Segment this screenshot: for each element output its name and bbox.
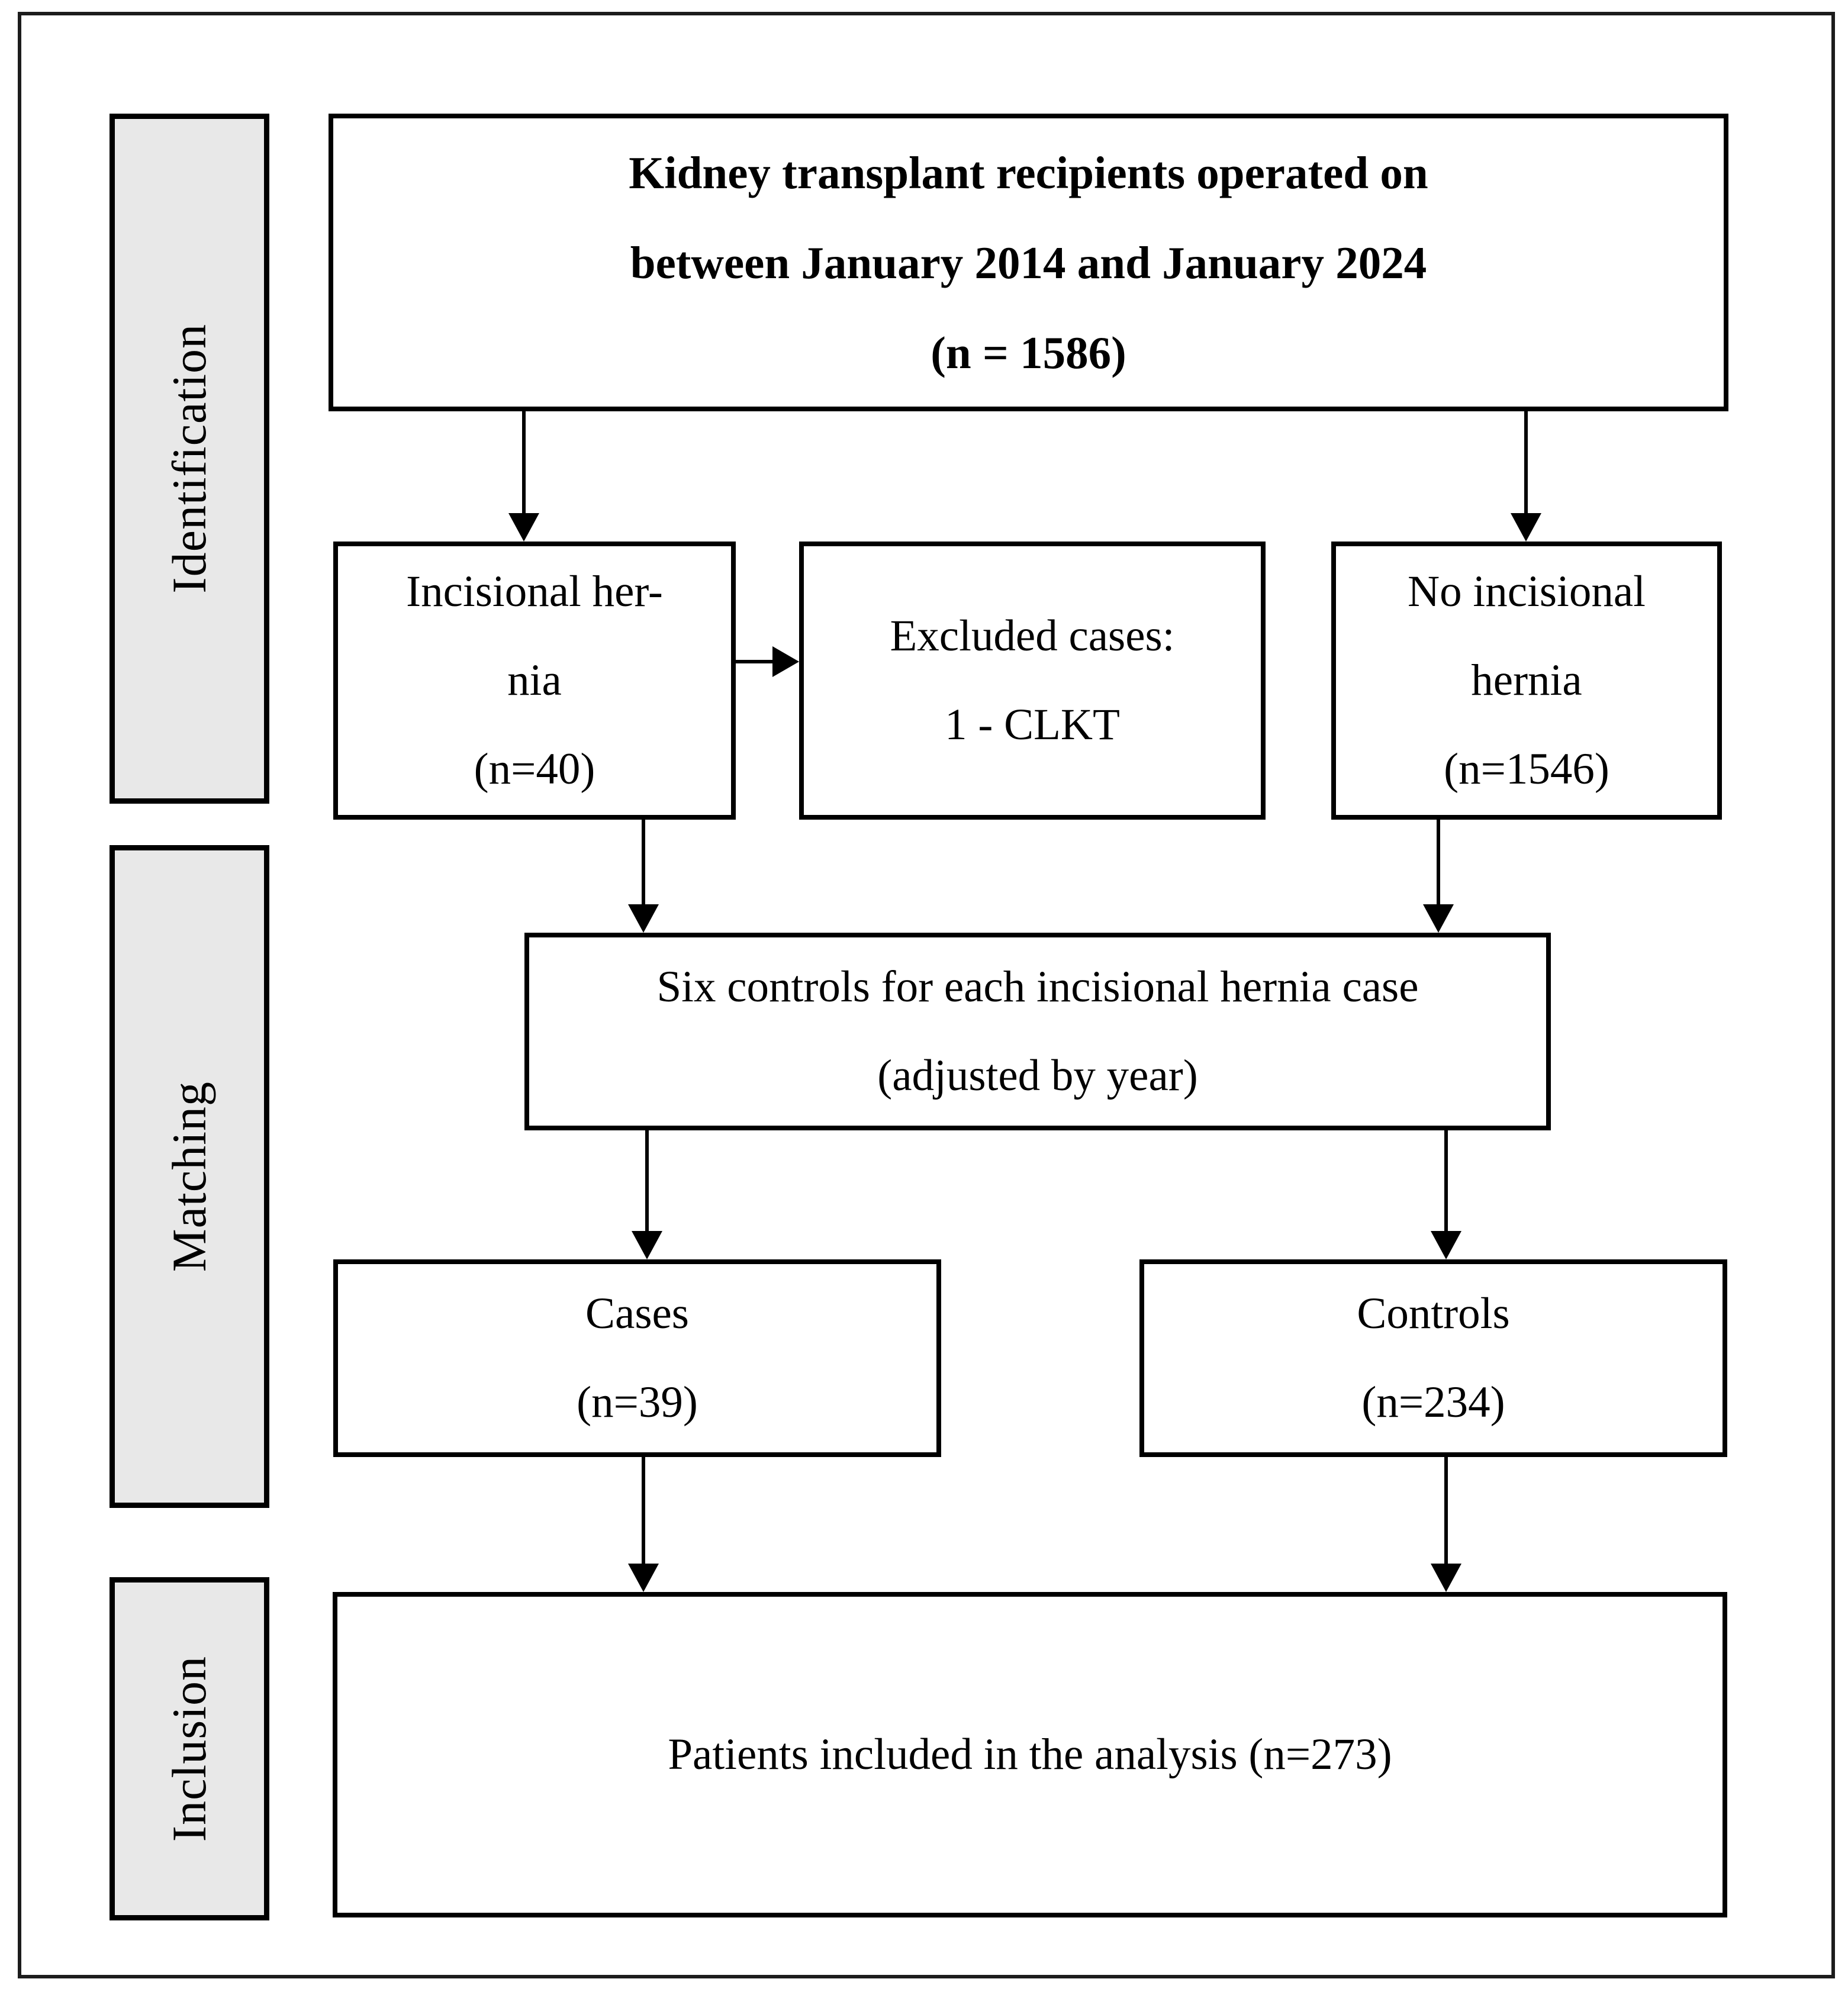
controls-label: Controls xyxy=(1357,1289,1510,1338)
incisional-hernia-line-1: Incisional her- xyxy=(406,567,663,616)
incisional-hernia-count: (n=40) xyxy=(474,745,595,794)
controls-count: (n=234) xyxy=(1361,1378,1505,1427)
source-population-count: (n = 1586) xyxy=(931,327,1126,378)
cases-label: Cases xyxy=(585,1289,689,1338)
included-patients-text: Patients included in the analysis (n=273) xyxy=(668,1730,1392,1779)
matching-rule-line-1: Six controls for each incisional hernia case xyxy=(656,962,1419,1011)
matching-rule-line-2: (adjusted by year) xyxy=(877,1051,1198,1100)
source-population-line-2: between January 2014 and January 2024 xyxy=(630,237,1427,288)
stage-identification-label: Identification xyxy=(162,324,216,594)
no-incisional-hernia-count: (n=1546) xyxy=(1444,745,1609,794)
arrow-source-to-no-hernia xyxy=(1511,411,1541,542)
arrow-incisional-to-matching-rule xyxy=(628,820,659,933)
incisional-hernia-line-2: nia xyxy=(507,656,562,705)
arrow-incisional-to-excluded xyxy=(736,646,799,677)
arrow-matching-rule-to-cases xyxy=(632,1130,662,1259)
no-incisional-hernia-line-2: hernia xyxy=(1471,656,1582,705)
stage-matching-label: Matching xyxy=(162,1081,216,1272)
arrow-matching-rule-to-controls xyxy=(1431,1130,1461,1259)
cases-count: (n=39) xyxy=(577,1378,698,1427)
arrow-controls-to-included xyxy=(1431,1457,1461,1592)
source-population-line-1: Kidney transplant recipients operated on xyxy=(629,147,1428,198)
arrow-cases-to-included xyxy=(628,1457,659,1592)
excluded-cases-line-1: Excluded cases: xyxy=(890,611,1175,660)
no-incisional-hernia-line-1: No incisional xyxy=(1407,567,1646,616)
stage-inclusion-label: Inclusion xyxy=(162,1655,216,1842)
arrow-source-to-incisional xyxy=(508,411,539,542)
excluded-cases-line-2: 1 - CLKT xyxy=(945,700,1120,749)
arrow-no-hernia-to-matching-rule xyxy=(1423,820,1454,933)
